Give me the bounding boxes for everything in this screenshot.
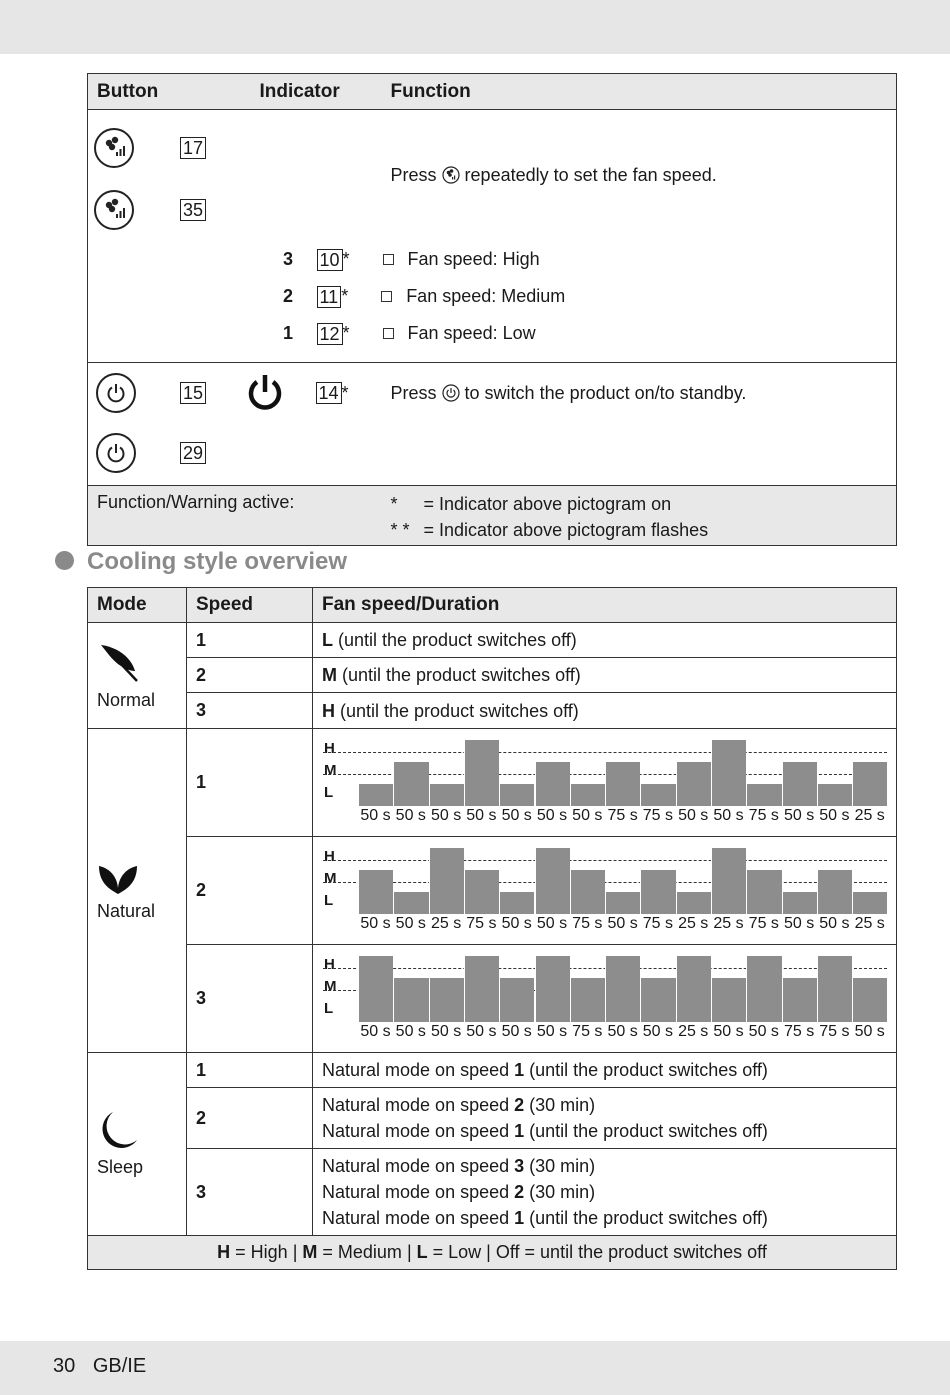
duration-label: 50 s	[713, 806, 744, 824]
moon-icon	[97, 1110, 139, 1152]
duration-label: 50 s	[642, 1022, 674, 1040]
duration-label: 25 s	[854, 914, 885, 932]
chart-bar	[393, 762, 428, 806]
duration-label: 50 s	[360, 1022, 391, 1040]
fan-function-cell: Press repeatedly to set the fan speed.	[390, 165, 717, 185]
duration-label: 50 s	[395, 914, 426, 932]
power-button-icon[interactable]	[96, 373, 136, 413]
duration-label: 50 s	[536, 1022, 568, 1040]
duration-label: 50 s	[466, 806, 497, 824]
fan-button-row	[88, 110, 897, 242]
table-footer	[88, 486, 897, 546]
duration-label: 50 s	[607, 1022, 638, 1040]
page-footer	[53, 1355, 158, 1378]
chart-bar	[429, 784, 464, 806]
speed-text: Fan speed: Medium	[406, 286, 566, 306]
duration-label: 75 s	[748, 806, 779, 824]
legend	[88, 1236, 897, 1270]
feather-icon	[97, 641, 141, 685]
sleep-line: Natural mode on speed 3 (30 min)	[322, 1156, 596, 1176]
level-label: M	[324, 869, 337, 887]
chart-bar	[605, 762, 640, 806]
header-function: Function	[390, 80, 471, 102]
power-indicator-icon	[246, 373, 284, 413]
sleep-line: Natural mode on speed 1 (until the product switches off)	[322, 1121, 768, 1141]
power-button-icon-remote[interactable]	[96, 433, 136, 473]
mode-sleep: Sleep	[88, 1053, 187, 1236]
legend-item: M = Medium	[302, 1242, 402, 1262]
duration-label: 50 s	[748, 1022, 779, 1040]
fan-button-icon-remote[interactable]	[94, 190, 134, 230]
duration-label: 25 s	[678, 914, 709, 932]
header-speed: Speed	[187, 588, 313, 623]
chart-bar	[782, 762, 817, 806]
level-label: H	[324, 955, 335, 973]
leaf-icon	[97, 860, 139, 896]
duration-label: 25 s	[430, 914, 462, 932]
mode-normal: Normal	[88, 623, 187, 729]
natural-chart-1	[313, 730, 887, 836]
table-row: 2 M (until the product switches off)	[88, 658, 897, 693]
indicator-mark: *	[342, 323, 350, 343]
table-row: 3 H M L 50 s 50 s 50 s 50 s 50 s 50 s 75 s 50 s 50 s 25 s 50 s 50 s 75 s 75 s 50 s	[88, 945, 897, 1053]
chart-bar	[499, 784, 534, 806]
header-indicator: Indicator	[259, 80, 340, 102]
legend-separator: |	[481, 1242, 496, 1262]
top-band	[0, 0, 950, 54]
duration-label: 50 s	[536, 806, 568, 824]
power-button-ref: 15	[180, 382, 206, 404]
duration-label: 50 s	[854, 1022, 885, 1040]
legend-separator: |	[287, 1242, 303, 1262]
legend-item: L = Low	[416, 1242, 482, 1262]
chart-bar	[746, 784, 781, 806]
duration-label: 50 s	[466, 1022, 497, 1040]
legend-item: Off = until the product switches off	[495, 1242, 767, 1262]
header-fan: Fan speed/Duration	[313, 588, 897, 623]
power-indicator-cell: 14 *	[260, 363, 391, 486]
chart-bar	[499, 978, 534, 1022]
checkbox-icon	[383, 254, 394, 265]
legend-row	[88, 1236, 897, 1270]
duration-label: 75 s	[572, 1022, 603, 1040]
duration-label: 50 s	[430, 1022, 462, 1040]
chart-bar	[640, 978, 675, 1022]
table-row: 2 H M L 50 s 50 s 25 s 75 s 50 s 50 s 75 s 50 s 75 s 25 s 25 s 75 s 50 s 50 s 25 s	[88, 837, 897, 945]
power-function-cell: Press to switch the product on/to standby.	[390, 383, 747, 403]
chart-bar	[746, 870, 781, 914]
power-indicator-ref: 14	[316, 382, 342, 404]
chart-bar	[535, 848, 570, 914]
duration-label: 75 s	[466, 914, 497, 932]
sleep-line: Natural mode on speed 2 (30 min)	[322, 1182, 596, 1202]
chart-bar	[782, 892, 817, 914]
speed-level: 1	[282, 323, 293, 343]
table-header	[88, 74, 897, 110]
duration-label: 75 s	[783, 1022, 815, 1040]
duration-label: 50 s	[501, 1022, 532, 1040]
sleep-line: Natural mode on speed 1 (until the product switches off)	[322, 1060, 768, 1080]
chart-bar	[676, 892, 711, 914]
power-button-ref-remote: 29	[180, 442, 206, 464]
duration-label: 75 s	[572, 914, 603, 932]
duration-label: 75 s	[607, 806, 638, 824]
duration-label: 50 s	[607, 914, 638, 932]
table-row: Natural 1 H M L 50 s 50 s 50 s 50 s 50 s 50 s 50 s 75 s 75 s 50 s 50 s 75 s 50 s 50 s 25 s	[88, 729, 897, 837]
duration-label: 75 s	[748, 914, 779, 932]
speed-level: 3	[282, 249, 293, 269]
table-header	[88, 588, 897, 623]
speed-indicator-row	[260, 278, 897, 315]
speed-indicator-ref: 12	[317, 323, 343, 345]
speed-indicator-ref: 10	[317, 249, 343, 271]
duration-label: 25 s	[854, 806, 885, 824]
table-row: 2 Natural mode on speed 2 (30 min) Natural mode on speed 1 (until the product switches off)	[88, 1088, 897, 1149]
level-label: H	[324, 739, 335, 757]
table-row: 3 H (until the product switches off)	[88, 693, 897, 729]
power-buttons-cell	[88, 363, 260, 486]
table-row: Normal 1 L (until the product switches off)	[88, 623, 897, 658]
chart-bar	[570, 870, 605, 914]
dashed-line	[323, 752, 887, 753]
chart-bar	[605, 956, 640, 1022]
level-label: M	[324, 977, 337, 995]
chart-bar	[711, 848, 746, 914]
speed-level: 2	[282, 286, 293, 306]
fan-button-ref: 17	[180, 137, 206, 159]
chart-bar	[817, 784, 852, 806]
chart-bar	[429, 978, 464, 1022]
chart-bar	[464, 740, 499, 806]
duration-label: 50 s	[819, 914, 850, 932]
mode-natural: Natural	[88, 729, 187, 1053]
duration-label: 75 s	[819, 1022, 850, 1040]
chart-bar	[711, 978, 746, 1022]
fan-button-ref-remote: 35	[180, 199, 206, 221]
chart-bar	[570, 978, 605, 1022]
checkbox-icon	[383, 328, 394, 339]
speed-indicator-row	[260, 241, 897, 278]
legend-item: H = High	[217, 1242, 288, 1262]
speed-rows	[88, 241, 897, 363]
fan-button-icon[interactable]	[94, 128, 134, 168]
chart-bar	[429, 848, 464, 914]
duration-label: 50 s	[783, 914, 815, 932]
duration-label: 50 s	[678, 806, 709, 824]
footer-legend: * = Indicator above pictogram on * * = Indicator above pictogram flashes	[390, 494, 709, 540]
chart-bar	[358, 956, 393, 1022]
chart-bar	[605, 892, 640, 914]
power-row	[88, 363, 897, 486]
speed-text: Fan speed: High	[407, 249, 540, 269]
chart-bar	[746, 956, 781, 1022]
button-function-table	[87, 73, 897, 546]
chart-bar	[852, 892, 887, 914]
sleep-line: Natural mode on speed 2 (30 min)	[322, 1095, 596, 1115]
chart-bar	[499, 892, 534, 914]
legend-separator: |	[401, 1242, 417, 1262]
level-label: L	[324, 891, 334, 909]
chart-bar	[535, 762, 570, 806]
chart-bar	[464, 870, 499, 914]
dashed-line	[323, 860, 887, 861]
chart-bar	[852, 978, 887, 1022]
chart-bar	[640, 870, 675, 914]
duration-label: 50 s	[536, 914, 568, 932]
table-row: Sleep 1 Natural mode on speed 1 (until the product switches off)	[88, 1053, 897, 1088]
duration-label: 50 s	[572, 806, 603, 824]
chart-bar	[711, 740, 746, 806]
duration-label: 75 s	[642, 806, 674, 824]
chart-bar	[535, 956, 570, 1022]
chart-bar	[852, 762, 887, 806]
duration-label: 50 s	[783, 806, 815, 824]
natural-chart-3	[313, 946, 887, 1052]
duration-label: 50 s	[819, 806, 850, 824]
chart-bar	[393, 978, 428, 1022]
duration-label: 50 s	[501, 806, 532, 824]
sleep-line: Natural mode on speed 1 (until the product switches off)	[322, 1208, 768, 1228]
chart-bar	[640, 784, 675, 806]
page-number: 30	[53, 1355, 76, 1377]
chart-bar	[676, 956, 711, 1022]
footer-label: Function/Warning active:	[97, 492, 295, 512]
duration-label: 25 s	[713, 914, 744, 932]
header-mode: Mode	[88, 588, 187, 623]
chart-bar	[782, 978, 817, 1022]
duration-label: 50 s	[501, 914, 532, 932]
chart-bar	[393, 892, 428, 914]
cooling-style-table	[87, 587, 897, 1270]
header-button: Button	[97, 80, 159, 102]
table-row: 3 Natural mode on speed 3 (30 min) Natural mode on speed 2 (30 min) Natural mode on speed 1 (until the product switches off)	[88, 1149, 897, 1236]
chart-bar	[676, 762, 711, 806]
language-code: GB/IE	[92, 1355, 147, 1377]
section-title: Cooling style overview	[55, 548, 347, 576]
duration-label: 50 s	[360, 914, 391, 932]
duration-label: 50 s	[395, 806, 426, 824]
indicator-mark: *	[341, 286, 349, 306]
fan-buttons-cell	[88, 110, 260, 242]
fan-inline-icon	[442, 166, 460, 184]
chart-bar	[464, 956, 499, 1022]
duration-label: 25 s	[678, 1022, 709, 1040]
chart-bar	[358, 870, 393, 914]
power-inline-icon	[442, 384, 460, 402]
level-label: L	[324, 783, 334, 801]
natural-chart-2	[313, 838, 887, 944]
duration-label: 50 s	[395, 1022, 426, 1040]
duration-label: 75 s	[642, 914, 674, 932]
chart-bar	[817, 870, 852, 914]
chart-bar	[570, 784, 605, 806]
bullet-icon	[55, 551, 74, 570]
checkbox-icon	[381, 291, 392, 302]
indicator-mark: *	[342, 249, 350, 269]
level-label: L	[324, 999, 334, 1017]
level-label: M	[324, 761, 337, 779]
chart-bar	[358, 784, 393, 806]
duration-label: 50 s	[360, 806, 391, 824]
duration-label: 50 s	[430, 806, 462, 824]
chart-bar	[817, 956, 852, 1022]
speed-indicator-row	[260, 315, 897, 352]
speed-text: Fan speed: Low	[407, 323, 536, 343]
speed-indicator-ref: 11	[317, 286, 342, 308]
level-label: H	[324, 847, 335, 865]
duration-label: 50 s	[713, 1022, 744, 1040]
